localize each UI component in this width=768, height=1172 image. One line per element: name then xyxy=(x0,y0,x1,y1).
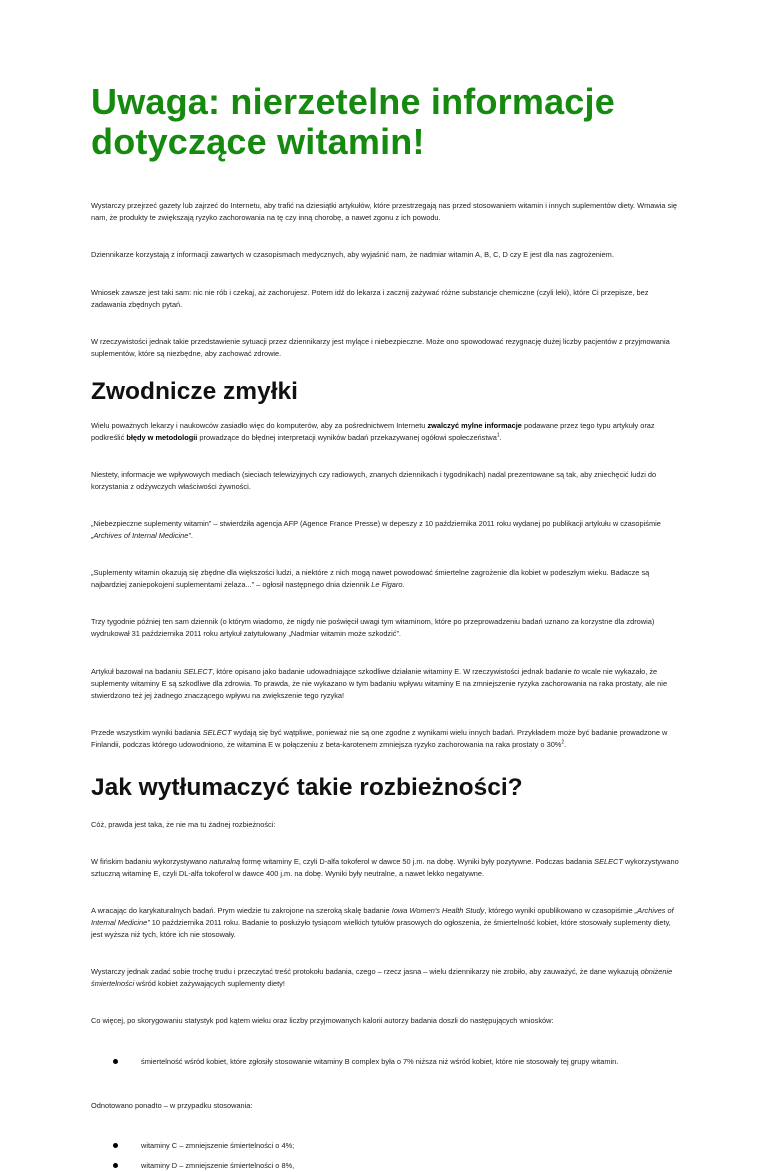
section1-paragraph-1: Wielu poważnych lekarzy i naukowców zasiadło więc do komputerów, aby za pośrednictwem Internetu zwalczyć mylne informacje podawane przez tego typu artykuły oraz podkreślić błędy w metodologii prowadzące do błędnej interpretacji wyników badań przekazywanej ogółowi społeczeństwa$^1$. xyxy=(91,421,655,442)
intro-paragraph-4: W rzeczywistości jednak takie przedstawienie sytuacji przez dziennikarzy jest mylące i niebezpieczne. Może ono spowodować rezygnację dużej liczby pacjentów z przyjmowania suplementów, które są niezbędne, aby zachować zdrowie. xyxy=(91,337,670,358)
section1-paragraph-7: Przede wszystkim wyniki badania SELECT wydają się być wątpliwe, ponieważ nie są one zgodne z wynikami wielu innych badań. Przykładem może być badanie prowadzone w Finlandii, podczas którego udowodniono, że witamina E w połączeniu z beta-karotenem zmniejsza ryzyko zachorowania na raka prostaty o 30%$^2$. xyxy=(91,728,668,749)
footnote-ref: 2 xyxy=(561,739,565,746)
emphasis-text: zwalczyć mylne informacje xyxy=(427,421,522,430)
section1-paragraph-3: „Niebezpieczne suplementy witamin” – stwierdziła agencja AFP (Agence France Presse) w depeszy z 10 października 2011 roku wydanej po publikacji artykułu w czasopiśmie „Archives of Internal Medicine”. xyxy=(91,519,661,540)
section2-paragraph-2: W fińskim badaniu wykorzystywano naturalną formę witaminy E, czyli D-alfa tokoferol w dawce 50 j.m. na dobę. Wyniki były pozytywne. Podczas badania SELECT wykorzystywano sztuczną witaminę E, czyli DL-alfa tokoferol w dawce 400 j.m. na dobę. Wyniki były neutralne, a nawet lekko negatywne. xyxy=(91,857,679,878)
section2-paragraph-1: Cóż, prawda jest taka, że nie ma tu żadnej rozbieżności: xyxy=(91,820,276,829)
section2-paragraph-3: A wracając do karykaturalnych badań. Prym wiedzie tu zakrojone na szeroką skalę badanie Iowa Women's Health Study, którego wyniki opublikowano w czasopiśmie „Archives of Internal Medicine” 10 października 2011 roku. Badanie to posłużyło tysiącom wielkich tytułów prasowych do ogłoszenia, że śmiertelność kobiet, które stosowały suplementy diety, jest wyższa niż tych, które ich nie stosowały. xyxy=(91,906,674,939)
bullet-icon xyxy=(113,1059,118,1064)
section2-paragraph-4: Wystarczy jednak zadać sobie trochę trudu i przeczytać treść protokołu badania, czego – rzecz jasna – wielu dziennikarzy nie zrobiło, aby zauważyć, że dane wykazują obniżenie śmiertelności wśród kobiet zażywających suplementy diety! xyxy=(91,967,673,988)
list-item: witaminy C – zmniejszenie śmiertelności o 4%; xyxy=(91,1140,681,1152)
section2-paragraph-6: Odnotowano ponadto – w przypadku stosowania: xyxy=(91,1101,253,1110)
list-item: witaminy D – zmniejszenie śmiertelności o 8%, xyxy=(91,1160,681,1172)
list-item: śmiertelność wśród kobiet, które zgłosiły stosowanie witaminy B complex była o 7% niższa niż wśród kobiet, które nie stosowały tej grupy witamin. xyxy=(91,1056,681,1068)
footnote-ref: 1 xyxy=(496,432,500,439)
section1-paragraph-5: Trzy tygodnie później ten sam dziennik (o którym wiadomo, że nigdy nie poświęcił uwagi tym witaminom, które po przeprowadzeniu badań uznano za korzystne dla zdrowia) wydrukował 31 października 2011 roku artykuł zatytułowany „Nadmiar witamin może szkodzić”. xyxy=(91,617,655,638)
section-heading-misleading: Zwodnicze zmyłki xyxy=(91,378,298,405)
section1-paragraph-2: Niestety, informacje we wpływowych mediach (sieciach telewizyjnych czy radiowych, znanych dziennikach i tygodnikach) nadal prezentowane są tak, aby zniechęcić ludzi do korzystania z odżywczych właściwości żywności. xyxy=(91,470,657,491)
newspaper-name: Le Figaro xyxy=(371,580,403,589)
intro-paragraph-3: Wniosek zawsze jest taki sam: nic nie rób i czekaj, aż zachorujesz. Potem idź do lekarza i zacznij zażywać różne substancje chemiczne (czyli leki), które Ci przepisze, bez zadawania zbędnych pytań. xyxy=(91,288,649,309)
emphasis-text: błędy w metodologii xyxy=(126,433,198,442)
section1-paragraph-6: Artykuł bazował na badaniu SELECT, które opisano jako badanie udowadniające szkodliwe działanie witaminy E. W rzeczywistości jednak badanie to wcale nie wykazało, że suplementy witaminy E są szkodliwe dla zdrowia. To prawda, że nie wykazano w tym badaniu wpływu witaminy E na zmniejszenie ryzyka zachorowania na raka prostaty, ale nie stwierdzono też jej żadnego znaczącego wpływu na zwiększenie tego ryzyka! xyxy=(91,667,668,700)
bullet-icon xyxy=(113,1143,118,1148)
page-title: Uwaga: nierzetelne informacje dotyczące witamin! xyxy=(91,81,615,162)
intro-paragraph-2: Dziennikarze korzystają z informacji zawartych w czasopismach medycznych, aby wyjaśnić nam, że nadmiar witamin A, B, C, D czy E jest dla nas zagrożeniem. xyxy=(91,250,614,259)
section1-paragraph-4: „Suplementy witamin okazują się zbędne dla większości ludzi, a niektóre z nich mogą nawet powodować śmiertelne zagrożenie dla kobiet w podeszłym wieku. Badacze są najbardziej zaniepokojeni suplementami żelaza...” – ogłosił następnego dnia dziennik Le Figaro. xyxy=(91,568,650,589)
section2-paragraph-5: Co więcej, po skorygowaniu statystyk pod kątem wieku oraz liczby przyjmowanych kalorii autorzy badania doszli do następujących wniosków: xyxy=(91,1016,554,1025)
intro-paragraph-1: Wystarczy przejrzeć gazety lub zajrzeć do Internetu, aby trafić na dziesiątki artykułów, które przestrzegają nas przed stosowaniem witamin i innych suplementów diety. Wmawia się nam, że produkty te zwiększają ryzyko zachorowania na tę czy inną chorobę, a nawet zgonu z ich powodu. xyxy=(91,201,677,222)
section-heading-discrepancies: Jak wytłumaczyć takie rozbieżności? xyxy=(91,774,523,801)
article-content xyxy=(91,82,681,1172)
bullet-icon xyxy=(113,1163,118,1168)
journal-name: „Archives of Internal Medicine” xyxy=(91,531,191,540)
